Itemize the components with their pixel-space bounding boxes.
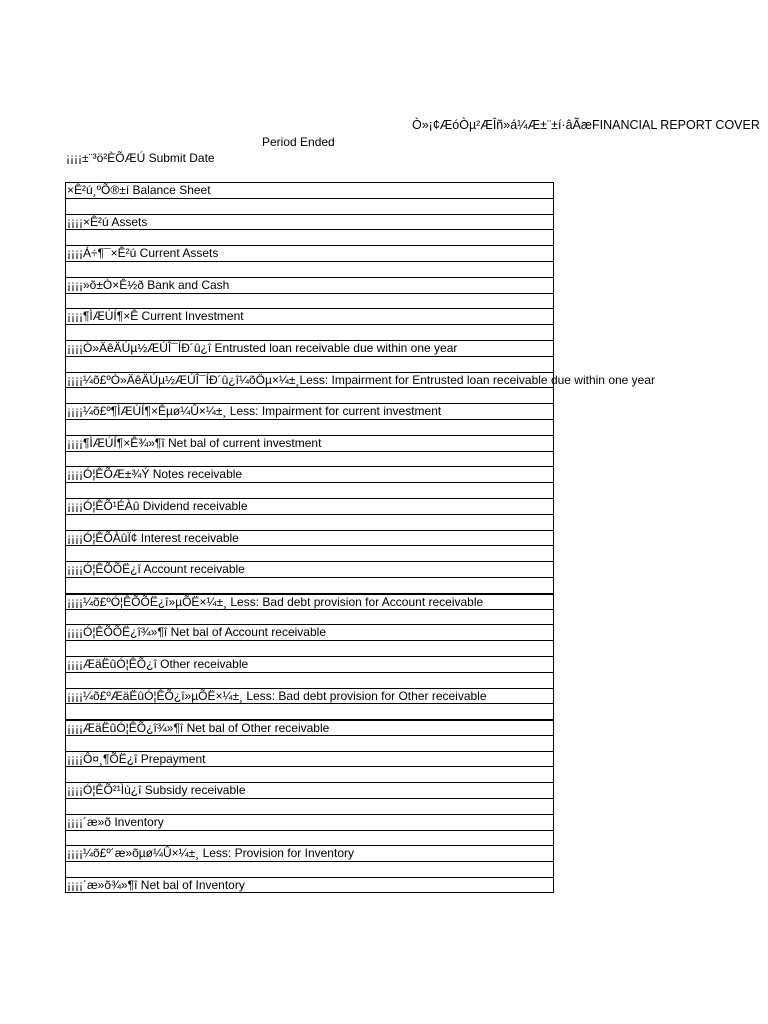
row-label: ¡¡¡¡¶ÌÆÚÍ¶×Ê Current Investment — [67, 309, 244, 324]
balance-sheet-table — [65, 182, 656, 893]
row-label: ¡¡¡¡Ó¦ÊÕÆ±¾Ý Notes receivable — [67, 467, 243, 482]
report-title: Ò»¡¢ÆóÒµ²ÆÎñ»á¼Æ±¨±í·âÃæFINANCIAL REPORT COVER — [412, 118, 760, 132]
table-row — [65, 308, 554, 324]
table-row — [65, 624, 554, 640]
table-row — [65, 466, 554, 482]
row-label: ¡¡¡¡¼õ£ºÓ¦ÊÕÕË¿î»µÕË×¼±¸ Less: Bad debt provision for Account receivable — [67, 594, 484, 609]
row-label: ¡¡¡¡Ó¦ÊÕÀûÏ¢ Interest receivable — [67, 530, 239, 545]
table-row — [65, 719, 554, 735]
row-label: ¡¡¡¡Ó¦ÊÕ¹ÉÀû Dividend receivable — [67, 498, 248, 513]
table-row — [65, 845, 554, 861]
table-row — [65, 877, 554, 893]
table-row — [65, 751, 554, 767]
table-row-blank — [65, 451, 554, 467]
table-row — [65, 593, 554, 609]
table-row — [65, 214, 554, 230]
table-row — [65, 498, 554, 514]
row-label: ¡¡¡¡Ò»ÄêÄÚµ½ÆÚÎ¯ÍÐ´û¿î Entrusted loan receivable due within one year — [67, 340, 458, 355]
table-row-blank — [65, 419, 554, 435]
row-label: ¡¡¡¡¼õ£ºÆäËûÓ¦ÊÕ¿î»µÕË×¼±¸ Less: Bad debt provision for Other receivable — [67, 688, 487, 703]
row-label: ¡¡¡¡Ô¤¸¶ÕË¿î Prepayment — [67, 751, 206, 766]
table-row-blank — [65, 798, 554, 814]
table-row-blank — [65, 324, 554, 340]
table-row — [65, 372, 656, 388]
row-label: ¡¡¡¡¼õ£º´æ»õµø¼Û×¼±¸ Less: Provision for Inventory — [67, 846, 354, 861]
row-label: ¡¡¡¡¼õ£ºÒ»ÄêÄÚµ½ÆÚÎ¯ÍÐ´û¿î¼õÖµ×¼±¸Less: Impairment for Entrusted loan receivable due within one year — [67, 372, 656, 387]
table-row — [65, 561, 554, 577]
row-label: ¡¡¡¡Ó¦ÊÕÕË¿î¾»¶î Net bal of Account receivable — [67, 625, 326, 640]
table-row — [65, 814, 554, 830]
row-label: ¡¡¡¡´æ»õ¾»¶î Net bal of Inventory — [67, 878, 245, 893]
table-row — [65, 688, 554, 704]
table-row-blank — [65, 482, 554, 498]
table-row-blank — [65, 830, 554, 846]
table-row-blank — [65, 735, 554, 751]
table-row — [65, 277, 554, 293]
table-row-blank — [65, 387, 554, 403]
table-row — [65, 435, 554, 451]
table-row-blank — [65, 356, 554, 372]
table-row-blank — [65, 229, 554, 245]
row-label: ¡¡¡¡»õ±Ò×Ê½ð Bank and Cash — [67, 277, 230, 292]
table-row-blank — [65, 198, 554, 214]
table-row-blank — [65, 861, 554, 877]
period-ended-label: Period Ended — [262, 135, 335, 149]
table-row-blank — [65, 672, 554, 688]
table-row — [65, 403, 554, 419]
row-label: ¡¡¡¡ÆäËûÓ¦ÊÕ¿î¾»¶î Net bal of Other receivable — [67, 721, 330, 736]
row-label: ¡¡¡¡¶ÌÆÚÍ¶×Ê¾»¶î Net bal of current investment — [67, 435, 322, 450]
row-label: ¡¡¡¡ÆäËûÓ¦ÊÕ¿î Other receivable — [67, 656, 249, 671]
table-row-blank — [65, 609, 554, 625]
row-label: ¡¡¡¡Ó¦ÊÕ²¹Ìù¿î Subsidy receivable — [67, 783, 246, 798]
row-label: ¡¡¡¡Á÷¶¯×Ê²ú Current Assets — [67, 246, 219, 261]
row-label: ¡¡¡¡Ó¦ÊÕÕË¿î Account receivable — [67, 562, 245, 577]
table-row-blank — [65, 766, 554, 782]
row-label: ×Ê²ú¸ºÕ®±í Balance Sheet — [67, 183, 211, 197]
table-row-blank — [65, 514, 554, 530]
row-label: ¡¡¡¡×Ê²ú Assets — [67, 214, 148, 229]
table-row-blank — [65, 261, 554, 277]
table-row — [65, 182, 554, 198]
table-row-blank — [65, 703, 554, 719]
submit-date-label: ¡¡¡¡±¨³ö²ÈÕÆÚ Submit Date — [66, 151, 215, 165]
table-row-blank — [65, 640, 554, 656]
row-label: ¡¡¡¡´æ»õ Inventory — [67, 814, 164, 829]
table-row — [65, 340, 554, 356]
table-row — [65, 245, 554, 261]
table-row — [65, 656, 554, 672]
table-row — [65, 782, 554, 798]
table-row — [65, 530, 554, 546]
table-row-blank — [65, 293, 554, 309]
row-label: ¡¡¡¡¼õ£º¶ÌÆÚÍ¶×Êµø¼Û×¼±¸ Less: Impairment for current investment — [67, 404, 442, 419]
table-row-blank — [65, 545, 554, 561]
table-row-blank — [65, 577, 554, 593]
